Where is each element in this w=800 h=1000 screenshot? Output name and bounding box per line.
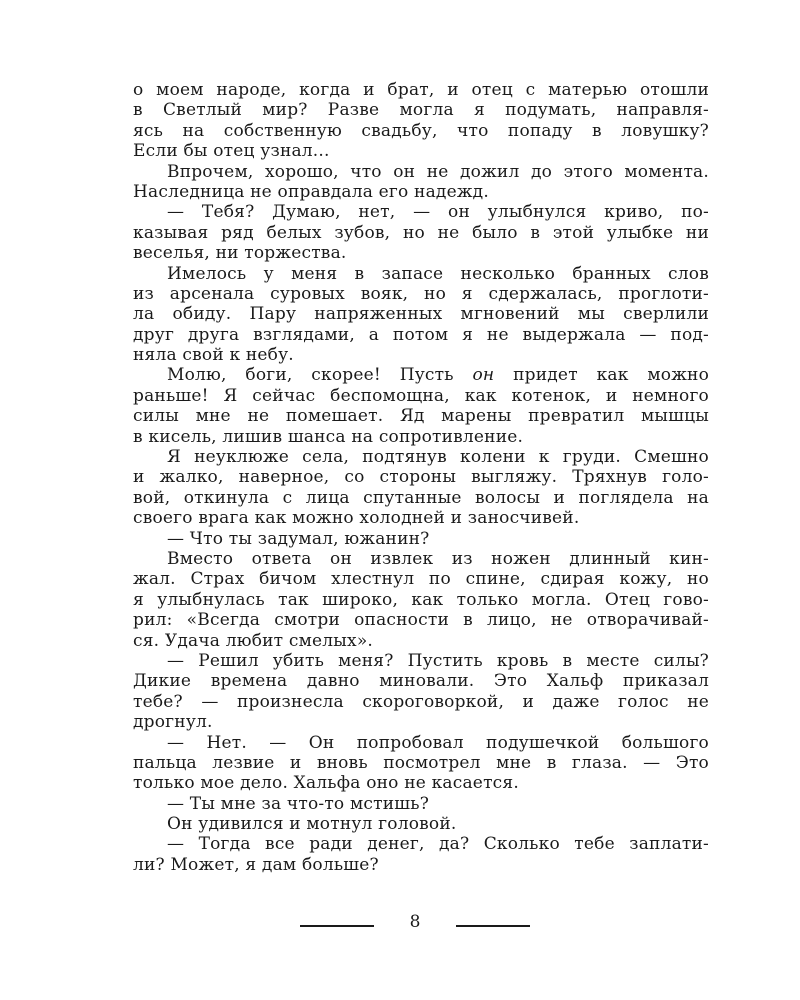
text-line: Я неуклюже села, подтянув колени к груди. Смешно <box>167 447 709 468</box>
page-body <box>133 80 709 875</box>
page-number: 8 <box>409 912 421 932</box>
text-line: — Ты мне за что-то мстишь? <box>167 793 430 814</box>
text-line: я улыбнулась так широко, как только могла. Отец гово- <box>133 589 709 610</box>
text-line: — Решил убить меня? Пустить кровь в месте силы? <box>167 650 709 671</box>
text-line: раньше! Я сейчас беспомощна, как котенок, и немного <box>133 385 709 406</box>
text-line: ла обиду. Пару напряженных мгновений мы сверлили <box>133 304 709 325</box>
text-line: из арсенала суровых вояк, но я сдержалась, проглоти- <box>133 283 709 304</box>
text-line: пальца лезвие и вновь посмотрел мне в глаза. — Это <box>133 752 709 773</box>
text-line: Имелось у меня в запасе несколько бранных слов <box>167 263 709 284</box>
text-line: — Тебя? Думаю, нет, — он улыбнулся криво, по- <box>167 202 709 223</box>
text-line: Впрочем, хорошо, что он не дожил до этого момента. <box>167 161 709 182</box>
text-line: Он удивился и мотнул головой. <box>167 814 457 835</box>
text-line: вой, откинула с лица спутанные волосы и поглядела на <box>133 487 709 508</box>
text-line: ясь на собственную свадьбу, что попаду в ловушку? <box>133 120 709 141</box>
text-line: друг друга взглядами, а потом я не выдержала — под- <box>133 324 709 345</box>
text-line: силы мне не помешает. Яд марены превратил мышцы <box>133 406 709 427</box>
text-line: в кисель, лишив шанса на сопротивление. <box>133 426 524 447</box>
page-footer <box>300 912 530 936</box>
text-line: ли? Может, я дам больше? <box>133 854 379 875</box>
text-line: дрогнул. <box>133 712 213 733</box>
text-line: жал. Страх бичом хлестнул по спине, сдирая кожу, но <box>133 569 709 590</box>
text-line: няла свой к небу. <box>133 345 294 366</box>
text-line: тебе? — произнесла скороговоркой, и даже голос не <box>133 691 709 712</box>
text-line: Дикие времена давно миновали. Это Хальф приказал <box>133 671 709 692</box>
text-line: рил: «Всегда смотри опасности в лицо, не отворачивай- <box>133 610 709 631</box>
text-line: и жалко, наверное, со стороны выгляжу. Тряхнув голо- <box>133 467 709 488</box>
text-line: Если бы отец узнал... <box>133 141 330 162</box>
emphasis: он <box>472 365 495 386</box>
text-line: казывая ряд белых зубов, но не было в этой улыбке ни <box>133 222 709 243</box>
text-line: — Нет. — Он попробовал подушечкой большого <box>167 732 709 753</box>
text-line: о моем народе, когда и брат, и отец с матерью отошли <box>133 80 709 100</box>
text-line: ся. Удача любит смелых». <box>133 630 374 651</box>
footer-rule-right <box>456 925 530 927</box>
text-line: Вместо ответа он извлек из ножен длинный кин- <box>167 548 709 569</box>
text-line: — Что ты задумал, южанин? <box>167 528 430 549</box>
text-line: только мое дело. Хальфа оно не касается. <box>133 773 519 794</box>
text-line: Наследница не оправдала его надежд. <box>133 181 489 202</box>
text-line: Молю, боги, скорее! Пусть он придет как можно <box>167 365 709 386</box>
text-line: — Тогда все ради денег, да? Сколько тебе заплати- <box>167 834 709 855</box>
text-line: в Светлый мир? Разве могла я подумать, направля- <box>133 100 709 121</box>
text-line: веселья, ни торжества. <box>133 243 347 264</box>
text-line: своего врага как можно холодней и заносчивей. <box>133 508 580 529</box>
